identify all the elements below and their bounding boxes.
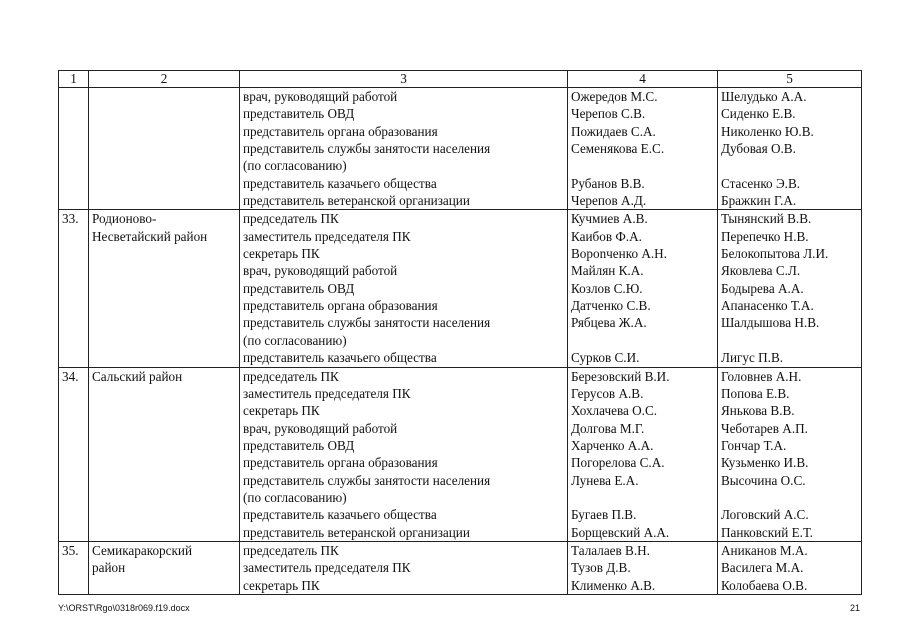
- deputy-cell-line: Николенко Ю.В.: [721, 123, 814, 139]
- deputy-cell-line: Кузьменко И.В.: [721, 455, 809, 471]
- role-cell-line: представитель органа образования: [243, 123, 438, 139]
- role-cell: [240, 367, 568, 541]
- role-cell-line: врач, руководящий работой: [243, 89, 398, 104]
- deputy-cell-line: Чеботарев А.П.: [721, 420, 808, 436]
- role-cell-line: представитель службы занятости населения: [243, 315, 491, 331]
- member-cell: [568, 541, 718, 594]
- member-cell-line: Майлян К.А.: [571, 263, 644, 279]
- role-cell-line: представитель ветеранской организации: [243, 524, 470, 540]
- deputy-cell-line: Бодырева А.А.: [721, 280, 804, 296]
- role-cell-line: представитель ОВД: [243, 106, 355, 122]
- column-number-cell: 4: [568, 71, 718, 88]
- deputy-cell-line: Апанасенко Т.А.: [721, 298, 814, 314]
- role-cell-line: врач, руководящий работой: [243, 263, 398, 279]
- member-cell-line: Талалаев В.Н.: [571, 542, 650, 558]
- deputy-cell-line: Гончар Т.А.: [721, 437, 787, 453]
- member-cell-line: Хохлачева О.С.: [571, 403, 658, 419]
- commission-table: [58, 70, 862, 595]
- member-cell: [568, 367, 718, 541]
- role-cell-line: представитель органа образования: [243, 455, 438, 471]
- table-body: [59, 71, 862, 595]
- deputy-cell-line: [721, 489, 861, 506]
- role-cell-line: (по согласованию): [243, 332, 347, 348]
- role-cell-line: заместитель председателя ПК: [243, 228, 411, 244]
- table-row: [59, 210, 862, 367]
- role-cell-line: заместитель председателя ПК: [243, 560, 411, 576]
- deputy-cell-line: Логовский А.С.: [721, 507, 809, 523]
- deputy-cell-line: Высочина О.С.: [721, 472, 806, 488]
- role-cell: [240, 88, 568, 210]
- role-cell-line: представитель казачьего общества: [243, 507, 437, 523]
- district-cell-line: Сальский район: [92, 368, 183, 384]
- deputy-cell: [718, 367, 862, 541]
- member-cell-line: [571, 332, 717, 349]
- deputy-cell-line: Стасенко Э.В.: [721, 175, 801, 191]
- deputy-cell-line: Перепечко Н.В.: [721, 228, 809, 244]
- deputy-cell-line: Бражкин Г.А.: [721, 193, 797, 209]
- role-cell-line: председатель ПК: [243, 542, 339, 558]
- column-number-row: [59, 71, 862, 88]
- role-cell-line: председатель ПК: [243, 211, 339, 227]
- member-cell-line: Пожидаев С.А.: [571, 123, 656, 139]
- deputy-cell-line: Янькова В.В.: [721, 403, 795, 419]
- member-cell-line: Ворonченко А.Н.: [571, 246, 667, 262]
- row-number-cell: 34.: [59, 367, 89, 541]
- district-cell: [89, 210, 240, 367]
- member-cell-line: Кучмиев А.В.: [571, 211, 648, 227]
- role-cell-line: секретарь ПК: [243, 246, 320, 262]
- role-cell-line: представитель казачьего общества: [243, 175, 437, 191]
- table-row: [59, 88, 862, 210]
- member-cell-line: Лунева Е.А.: [571, 472, 639, 488]
- role-cell-line: представитель казачьего общества: [243, 350, 437, 366]
- deputy-cell-line: Сиденко Е.В.: [721, 106, 796, 122]
- row-number-cell: 33.: [59, 210, 89, 367]
- deputy-cell-line: Аниканов М.А.: [721, 542, 808, 558]
- role-cell-line: (по согласованию): [243, 489, 347, 505]
- role-cell-line: представитель службы занятости населения: [243, 472, 491, 488]
- member-cell-line: [571, 157, 717, 174]
- member-cell-line: [571, 489, 717, 506]
- deputy-cell: [718, 210, 862, 367]
- deputy-cell-line: Колобаева О.В.: [721, 577, 808, 593]
- role-cell-line: представитель органа образования: [243, 298, 438, 314]
- district-cell: [89, 88, 240, 210]
- member-cell-line: Семенякова Е.С.: [571, 141, 665, 157]
- district-cell-line: Родионово-: [92, 211, 157, 227]
- member-cell-line: Герусов А.В.: [571, 385, 644, 401]
- member-cell: [568, 210, 718, 367]
- district-cell-line: Семикаракорский: [92, 542, 193, 558]
- row-number-cell: [59, 88, 89, 210]
- role-cell-line: представитель службы занятости населения: [243, 141, 491, 157]
- member-cell: [568, 88, 718, 210]
- district-cell-line: район: [92, 560, 126, 576]
- member-cell-line: Харченко А.А.: [571, 437, 654, 453]
- member-cell-line: Сурков С.И.: [571, 350, 640, 366]
- deputy-cell-line: Василега М.А.: [721, 560, 804, 576]
- table-row: [59, 541, 862, 594]
- deputy-cell-line: [721, 332, 861, 349]
- role-cell-line: представитель ОВД: [243, 437, 355, 453]
- deputy-cell-line: Шалдышова Н.В.: [721, 315, 820, 331]
- column-number-cell: 5: [718, 71, 862, 88]
- role-cell-line: врач, руководящий работой: [243, 420, 398, 436]
- member-cell-line: Березовский В.И.: [571, 368, 670, 384]
- member-cell-line: Долгова М.Г.: [571, 420, 645, 436]
- member-cell-line: Рябцева Ж.А.: [571, 315, 647, 331]
- member-cell-line: Черепов С.В.: [571, 106, 646, 122]
- role-cell-line: секретарь ПК: [243, 577, 320, 593]
- role-cell-line: (по согласованию): [243, 158, 347, 174]
- member-cell-line: Борщевский А.А.: [571, 524, 670, 540]
- role-cell: [240, 541, 568, 594]
- member-cell-line: Тузов Д.В.: [571, 560, 631, 576]
- role-cell-line: представитель ветеранской организации: [243, 193, 470, 209]
- member-cell-line: Каибов Ф.А.: [571, 228, 642, 244]
- member-cell-line: Черепов А.Д.: [571, 193, 647, 209]
- deputy-cell-line: Головнев А.Н.: [721, 368, 802, 384]
- district-cell-line: Несветайский район: [92, 228, 208, 244]
- deputy-cell-line: Белокопытова Л.И.: [721, 246, 829, 262]
- member-cell-line: Бугаев П.В.: [571, 507, 637, 523]
- file-path: Y:\ORST\Rgo\0318r069.f19.docx: [58, 603, 190, 613]
- member-cell-line: Погорелова С.А.: [571, 455, 665, 471]
- member-cell-line: Рубанов В.В.: [571, 175, 645, 191]
- role-cell-line: председатель ПК: [243, 368, 339, 384]
- column-number-cell: 1: [59, 71, 89, 88]
- role-cell-line: секретарь ПК: [243, 403, 320, 419]
- deputy-cell: [718, 88, 862, 210]
- district-cell: [89, 541, 240, 594]
- deputy-cell-line: Дубовая О.В.: [721, 141, 796, 157]
- deputy-cell: [718, 541, 862, 594]
- deputy-cell-line: Лигус П.В.: [721, 350, 784, 366]
- member-cell-line: Клименко А.В.: [571, 577, 656, 593]
- deputy-cell-line: Шелудько А.А.: [721, 89, 807, 104]
- deputy-cell-line: Яковлева С.Л.: [721, 263, 801, 279]
- table-row: [59, 367, 862, 541]
- role-cell-line: представитель ОВД: [243, 280, 355, 296]
- column-number-cell: 2: [89, 71, 240, 88]
- member-cell-line: Козлов С.Ю.: [571, 280, 643, 296]
- row-number-cell: 35.: [59, 541, 89, 594]
- deputy-cell-line: [721, 157, 861, 174]
- role-cell: [240, 210, 568, 367]
- deputy-cell-line: Тынянский В.В.: [721, 211, 812, 227]
- district-cell: [89, 367, 240, 541]
- member-cell-line: Ожередов М.С.: [571, 89, 658, 104]
- page-number: 21: [849, 603, 860, 613]
- deputy-cell-line: Попова Е.В.: [721, 385, 790, 401]
- member-cell-line: Датченко С.В.: [571, 298, 651, 314]
- column-number-cell: 3: [240, 71, 568, 88]
- role-cell-line: заместитель председателя ПК: [243, 385, 411, 401]
- deputy-cell-line: Панковский Е.Т.: [721, 524, 813, 540]
